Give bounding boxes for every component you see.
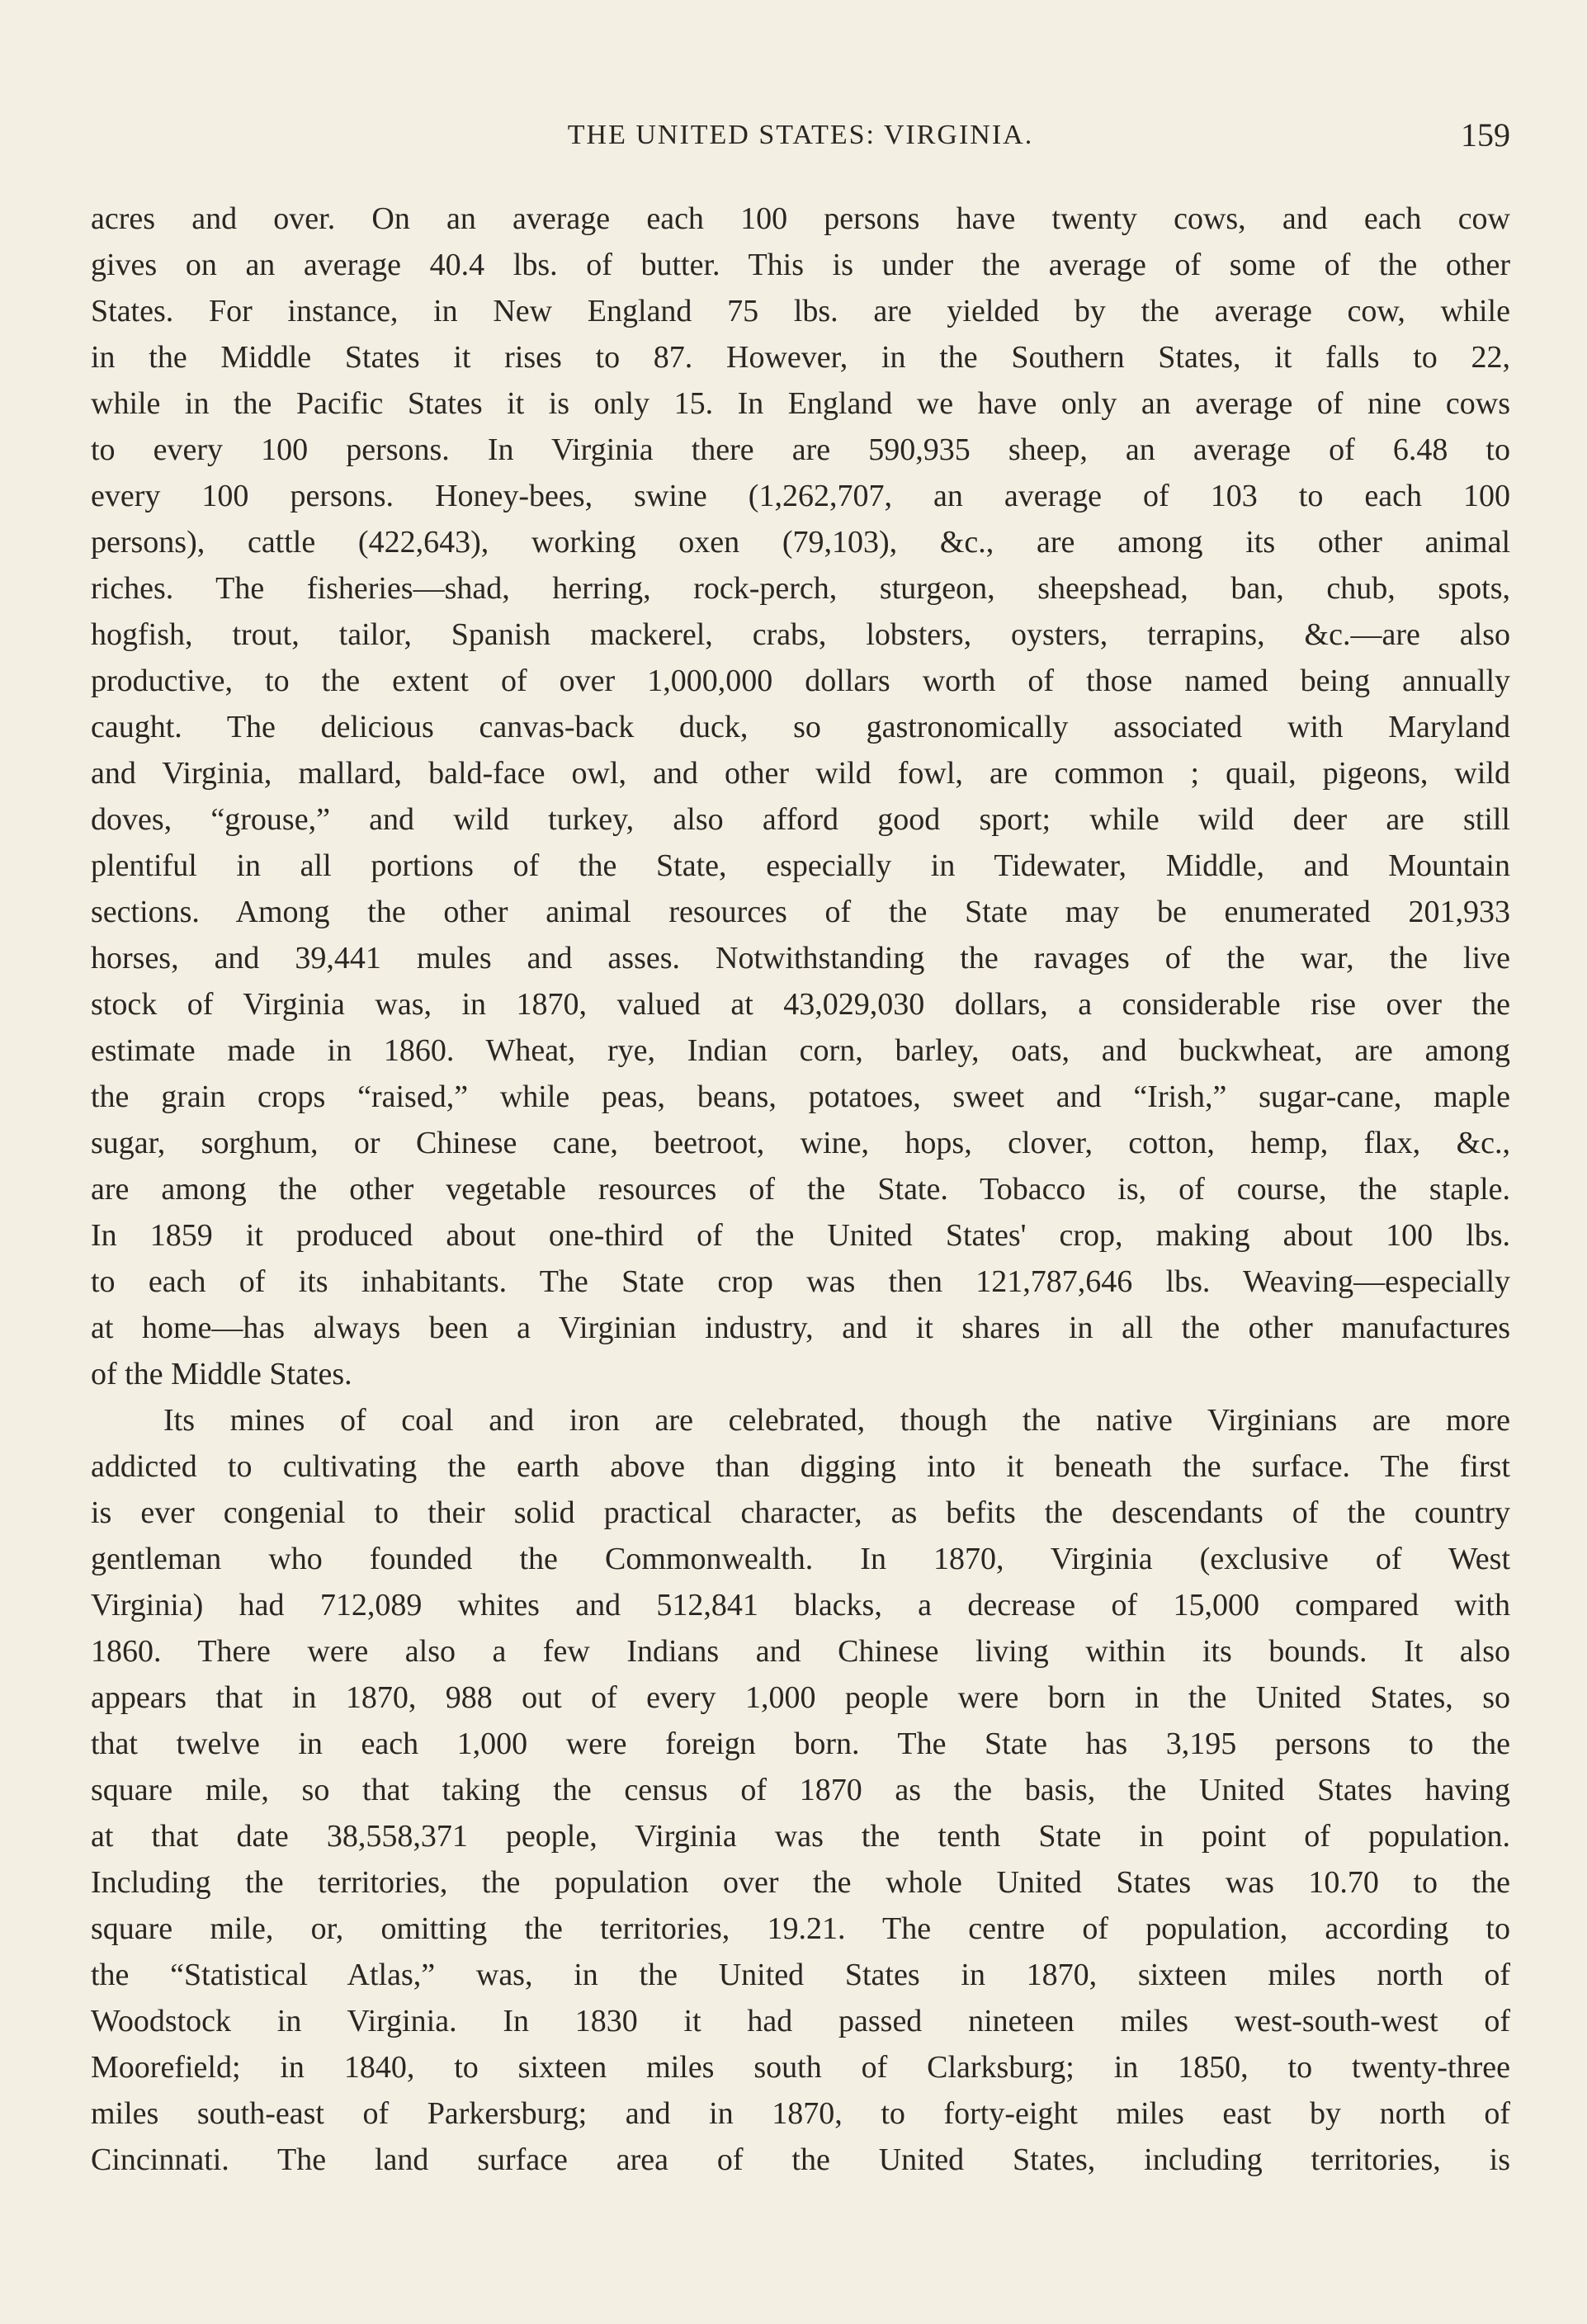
text-line: Virginia) had 712,089 whites and 512,841 blacks, a decrease of 15,000 compared with: [91, 1588, 1510, 1623]
text-line: productive, to the extent of over 1,000,000 dollars worth of those named being annually: [91, 664, 1510, 698]
text-line: square mile, or, omitting the territories, 19.21. The centre of population, according to: [91, 1911, 1510, 1946]
paragraph-start-line: Its mines of coal and iron are celebrated, though the native Virginians are more: [163, 1403, 1510, 1438]
text-line: while in the Pacific States it is only 15. In England we have only an average of nine cows: [91, 386, 1510, 421]
text-line: at home—has always been a Virginian industry, and it shares in all the other manufactures: [91, 1311, 1510, 1345]
text-line: stock of Virginia was, in 1870, valued at 43,029,030 dollars, a considerable rise over the: [91, 987, 1510, 1022]
text-line: the “Statistical Atlas,” was, in the United States in 1870, sixteen miles north of: [91, 1958, 1510, 1992]
text-line: that twelve in each 1,000 were foreign born. The State has 3,195 persons to the: [91, 1726, 1510, 1761]
paragraph-end-line: of the Middle States.: [91, 1357, 352, 1391]
text-line: in the Middle States it rises to 87. However, in the Southern States, it falls to 22,: [91, 340, 1510, 375]
text-line: horses, and 39,441 mules and asses. Notwithstanding the ravages of the war, the live: [91, 941, 1510, 975]
page-number: 159: [1461, 116, 1510, 154]
text-line: at that date 38,558,371 people, Virginia was the tenth State in point of population.: [91, 1819, 1510, 1854]
text-line: are among the other vegetable resources of the State. Tobacco is, of course, the staple.: [91, 1172, 1510, 1207]
text-line: miles south-east of Parkersburg; and in 1870, to forty-eight miles east by north of: [91, 2096, 1510, 2131]
text-line: In 1859 it produced about one-third of the United States' crop, making about 100 lbs.: [91, 1218, 1510, 1253]
text-line: Including the territories, the population over the whole United States was 10.70 to the: [91, 1865, 1510, 1900]
text-line: sections. Among the other animal resources of the State may be enumerated 201,933: [91, 895, 1510, 929]
text-line: riches. The fisheries—shad, herring, rock-perch, sturgeon, sheepshead, ban, chub, spots,: [91, 571, 1510, 606]
text-line: Moorefield; in 1840, to sixteen miles south of Clarksburg; in 1850, to twenty-three: [91, 2050, 1510, 2085]
text-line: square mile, so that taking the census of 1870 as the basis, the United States having: [91, 1773, 1510, 1807]
text-line: Woodstock in Virginia. In 1830 it had passed nineteen miles west-south-west of: [91, 2004, 1510, 2038]
text-line: is ever congenial to their solid practical character, as befits the descendants of the country: [91, 1495, 1510, 1530]
header-title: THE UNITED STATES: VIRGINIA.: [567, 120, 1034, 150]
text-line: hogfish, trout, tailor, Spanish mackerel, crabs, lobsters, oysters, terrapins, &c.—are also: [91, 617, 1510, 652]
text-line: the grain crops “raised,” while peas, beans, potatoes, sweet and “Irish,” sugar-cane, maple: [91, 1079, 1510, 1114]
text-line: to each of its inhabitants. The State crop was then 121,787,646 lbs. Weaving—especially: [91, 1264, 1510, 1299]
text-line: every 100 persons. Honey-bees, swine (1,262,707, an average of 103 to each 100: [91, 479, 1510, 513]
text-line: Cincinnati. The land surface area of the United States, including territories, is: [91, 2142, 1510, 2177]
text-line: doves, “grouse,” and wild turkey, also afford good sport; while wild deer are still: [91, 802, 1510, 837]
text-line: addicted to cultivating the earth above than digging into it beneath the surface. The first: [91, 1449, 1510, 1484]
text-line: and Virginia, mallard, bald-face owl, and other wild fowl, are common ; quail, pigeons, wild: [91, 756, 1510, 791]
text-line: persons), cattle (422,643), working oxen (79,103), &c., are among its other animal: [91, 525, 1510, 560]
text-line: gentleman who founded the Commonwealth. In 1870, Virginia (exclusive of West: [91, 1542, 1510, 1576]
text-line: plentiful in all portions of the State, especially in Tidewater, Middle, and Mountain: [91, 848, 1510, 883]
text-line: appears that in 1870, 988 out of every 1,000 people were born in the United States, so: [91, 1680, 1510, 1715]
body-text: [91, 196, 1510, 2183]
text-line: 1860. There were also a few Indians and Chinese living within its bounds. It also: [91, 1634, 1510, 1669]
text-line: acres and over. On an average each 100 persons have twenty cows, and each cow: [91, 201, 1510, 236]
running-header: [91, 116, 1510, 165]
text-line: estimate made in 1860. Wheat, rye, Indian corn, barley, oats, and buckwheat, are among: [91, 1033, 1510, 1068]
text-line: gives on an average 40.4 lbs. of butter. This is under the average of some of the other: [91, 248, 1510, 282]
text-line: caught. The delicious canvas-back duck, so gastronomically associated with Maryland: [91, 710, 1510, 744]
text-line: sugar, sorghum, or Chinese cane, beetroot, wine, hops, clover, cotton, hemp, flax, &c.,: [91, 1126, 1510, 1160]
text-line: to every 100 persons. In Virginia there are 590,935 sheep, an average of 6.48 to: [91, 432, 1510, 467]
text-line: States. For instance, in New England 75 lbs. are yielded by the average cow, while: [91, 294, 1510, 328]
